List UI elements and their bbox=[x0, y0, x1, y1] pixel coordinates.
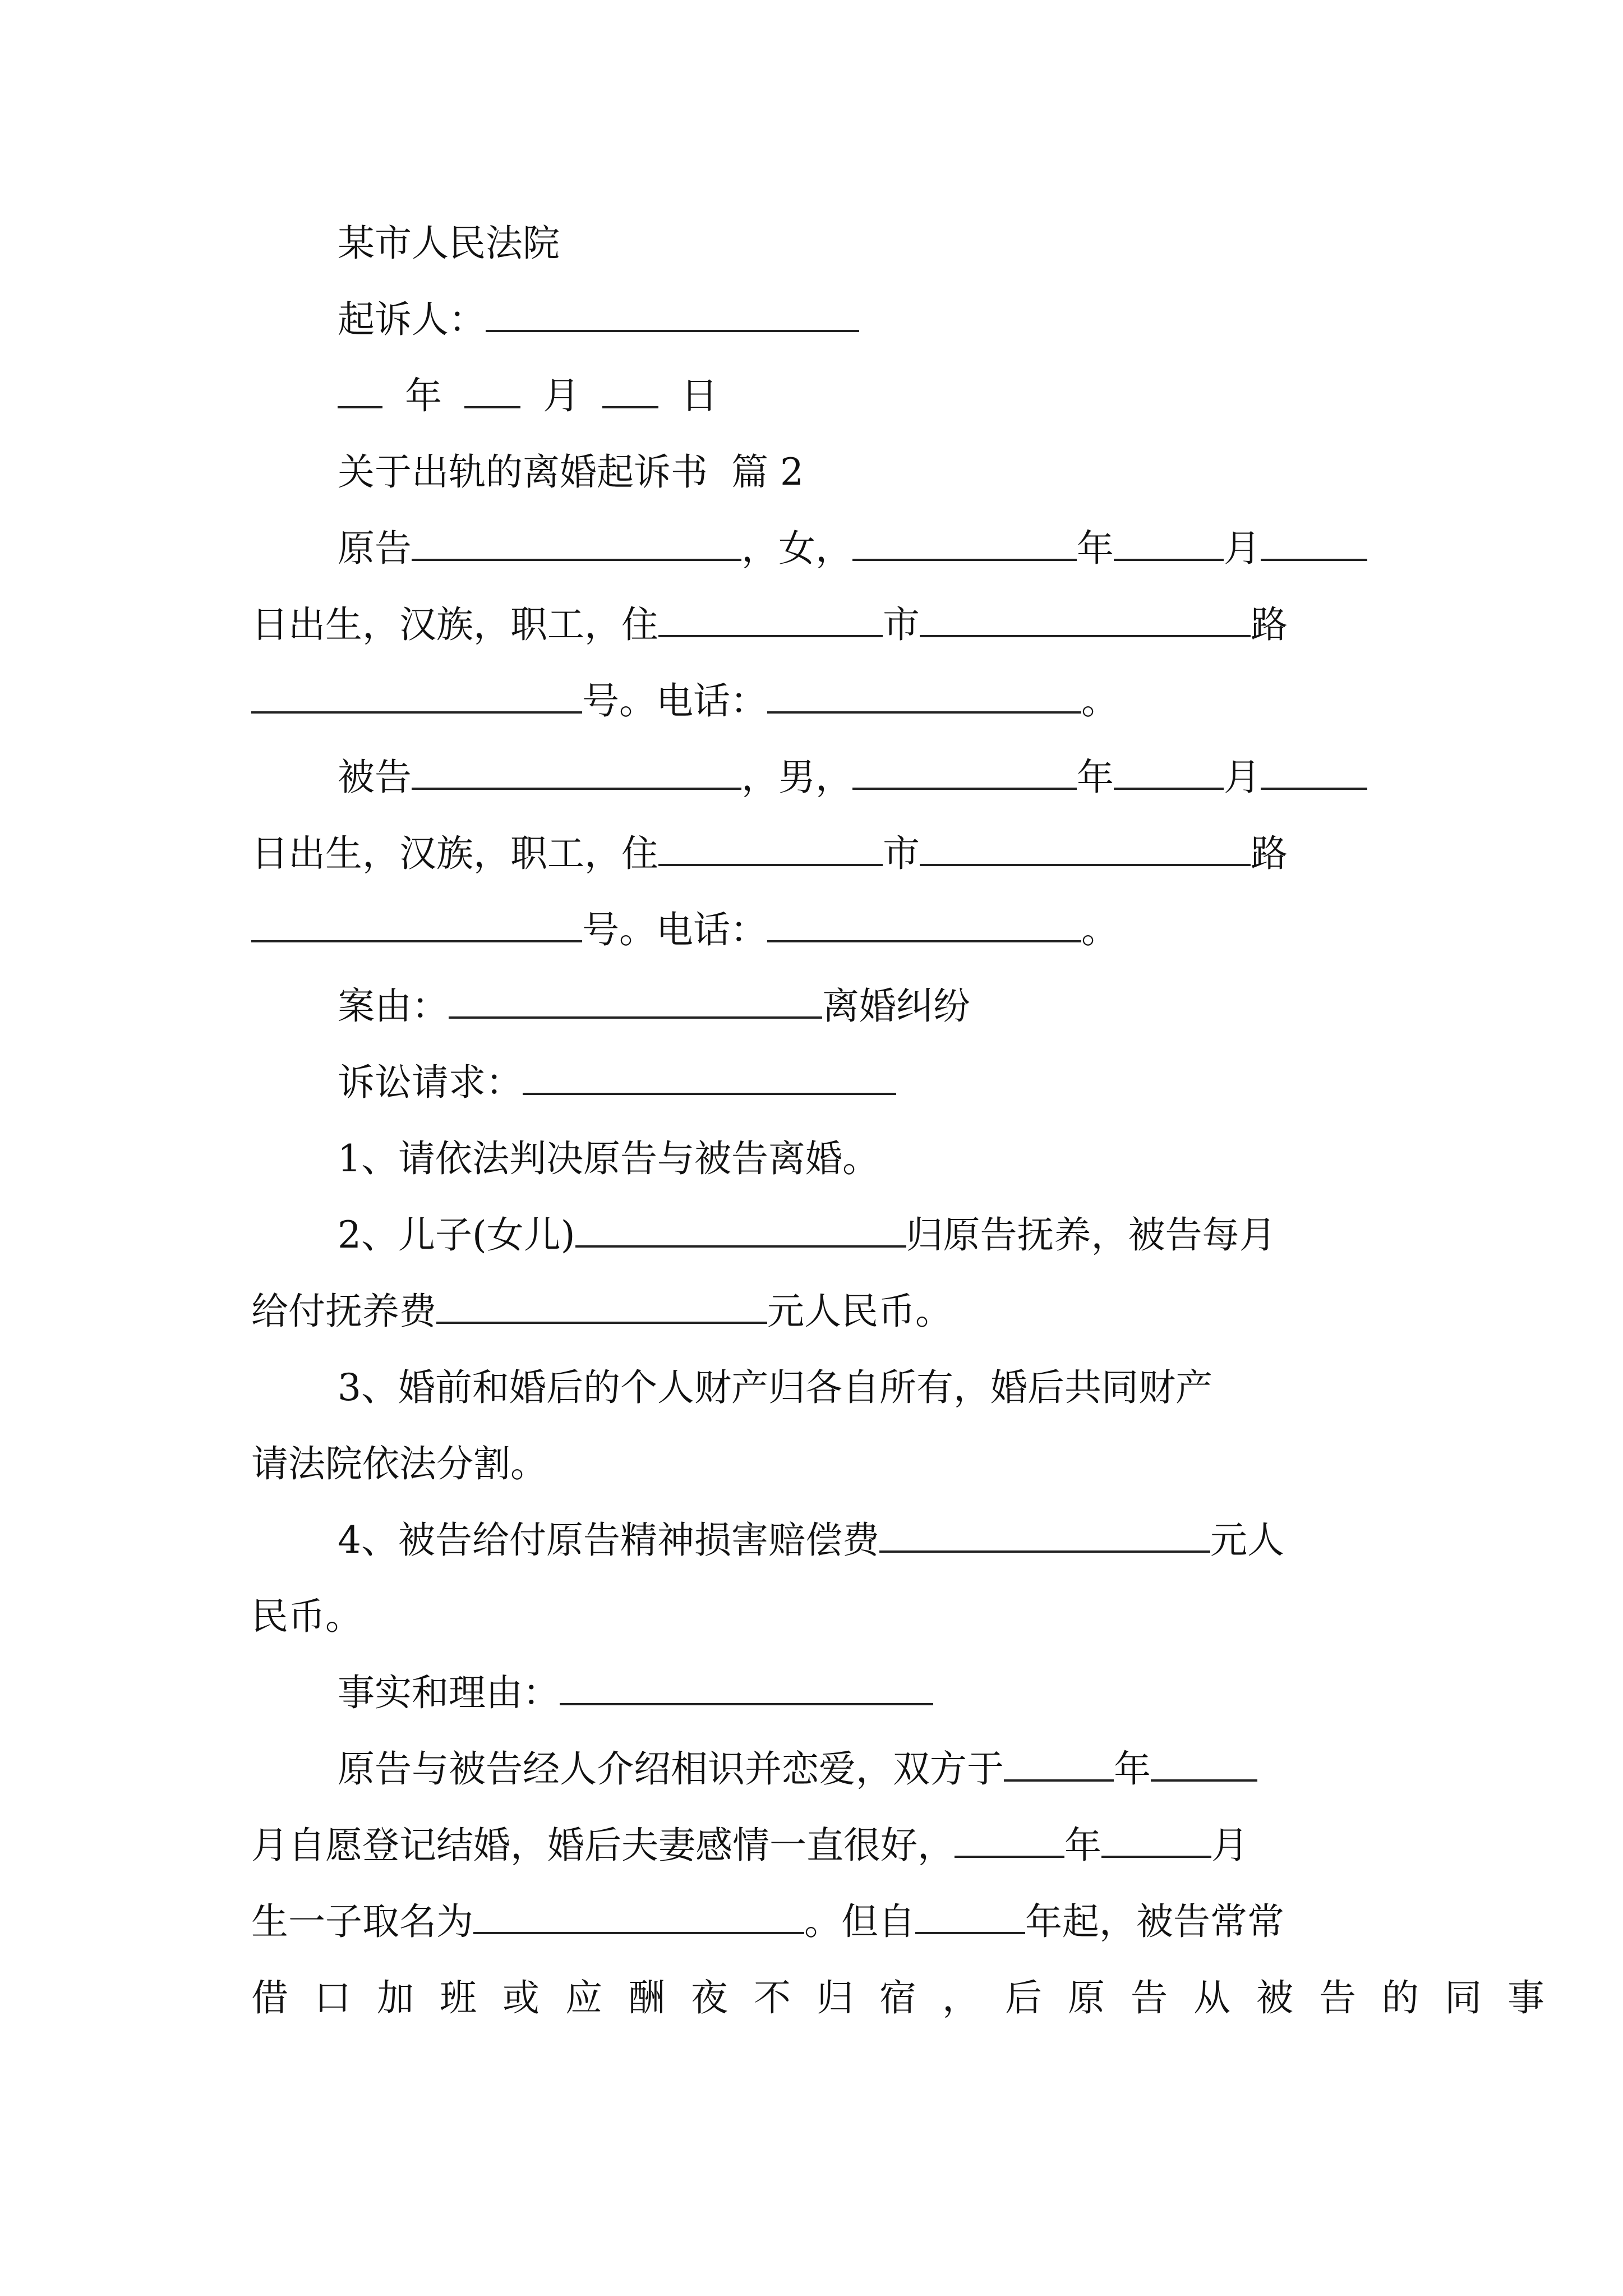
facts-text-1: 原告与被告经人介绍相识并恋爱，双方于 bbox=[338, 1747, 1004, 1791]
plaintiff-year-label: 年 bbox=[1077, 527, 1114, 570]
claim-2-line-2 bbox=[251, 1280, 1390, 1343]
defendant-city-label: 市 bbox=[883, 832, 920, 875]
defendant-city-blank bbox=[658, 831, 883, 866]
plaintiff-birth-text: 日出生，汉族，职工，住 bbox=[251, 603, 658, 646]
defendant-line-2 bbox=[251, 822, 1390, 885]
facts-month-label: 月 bbox=[1211, 1824, 1248, 1867]
plaintiff-gender: ，女， bbox=[741, 527, 852, 570]
plaintiff-phone-label: 号。电话： bbox=[582, 679, 767, 723]
claim-1-line bbox=[338, 1128, 1390, 1190]
claim-4-text: 4、被告给付原告精神损害赔偿费 bbox=[338, 1519, 879, 1562]
date-year-blank bbox=[338, 374, 382, 408]
claim-4-amount-blank bbox=[879, 1518, 1210, 1553]
plaintiff-end: 。 bbox=[1081, 679, 1118, 723]
plaintiff-month-blank bbox=[1114, 526, 1224, 561]
plaintiff-city-label: 市 bbox=[883, 603, 920, 646]
defendant-road-label: 路 bbox=[1251, 832, 1288, 875]
date-line bbox=[338, 365, 1390, 427]
date-month-label: 月 bbox=[543, 374, 580, 417]
facts-marriage-year-blank bbox=[1004, 1747, 1114, 1782]
defendant-road-blank bbox=[920, 831, 1251, 866]
defendant-name-blank bbox=[412, 755, 741, 790]
case-reason-label: 案由： bbox=[338, 984, 449, 1028]
case-reason-line bbox=[338, 975, 1390, 1038]
signature-label: 起诉人： bbox=[338, 298, 486, 341]
facts-line-1 bbox=[338, 1738, 1390, 1801]
facts-child-name-blank bbox=[473, 1899, 804, 1934]
defendant-year-blank bbox=[852, 755, 1077, 790]
court-name: 某市人民法院 bbox=[338, 222, 560, 265]
date-day-blank bbox=[602, 374, 658, 408]
plaintiff-day-blank bbox=[1261, 526, 1367, 561]
date-year-label: 年 bbox=[405, 374, 442, 417]
section-title: 关于出轨的离婚起诉书 篇 2 bbox=[338, 450, 804, 494]
facts-marriage-month-blank bbox=[1151, 1747, 1257, 1782]
claim-3-line-1 bbox=[338, 1356, 1390, 1419]
claim-4-line-2 bbox=[251, 1585, 1390, 1648]
plaintiff-phone-blank bbox=[767, 679, 1081, 714]
facts-text-3: 生一子取名为 bbox=[251, 1900, 473, 1943]
facts-since-year-blank bbox=[915, 1899, 1025, 1934]
defendant-label: 被告 bbox=[338, 756, 412, 799]
facts-text-2: 月自愿登记结婚，婚后夫妻感情一直很好， bbox=[251, 1824, 955, 1867]
claim-4-unit-end: 民币。 bbox=[251, 1595, 362, 1638]
defendant-line-1 bbox=[338, 746, 1390, 809]
plaintiff-road-label: 路 bbox=[1251, 603, 1288, 646]
facts-line-2 bbox=[251, 1814, 1390, 1877]
defendant-day-blank bbox=[1261, 755, 1367, 790]
facts-text-5: 年起，被告常常 bbox=[1025, 1900, 1284, 1943]
signature-line bbox=[338, 288, 1390, 351]
plaintiff-label: 原告 bbox=[338, 527, 412, 570]
claim-3-line-2 bbox=[251, 1433, 1390, 1496]
claims-heading-line bbox=[338, 1051, 1390, 1114]
date-day-label: 日 bbox=[681, 374, 718, 417]
plaintiff-road-blank bbox=[920, 602, 1251, 637]
case-reason-value: 离婚纠纷 bbox=[822, 984, 970, 1028]
plaintiff-number-blank bbox=[251, 679, 582, 714]
facts-blank bbox=[560, 1671, 933, 1705]
defendant-year-label: 年 bbox=[1077, 756, 1114, 799]
defendant-phone-label: 号。电话： bbox=[582, 908, 767, 951]
defendant-number-blank bbox=[251, 908, 582, 942]
claims-blank bbox=[523, 1060, 896, 1095]
plaintiff-year-blank bbox=[852, 526, 1077, 561]
defendant-birth-text: 日出生，汉族，职工，住 bbox=[251, 832, 658, 875]
claim-2-unit: 元人民币。 bbox=[767, 1290, 952, 1333]
facts-heading-line bbox=[338, 1662, 1390, 1724]
claim-1: 1、请依法判决原告与被告离婚。 bbox=[338, 1137, 879, 1180]
case-reason-blank bbox=[449, 984, 822, 1019]
facts-year-label-2: 年 bbox=[1064, 1824, 1101, 1867]
claim-2-fee-label: 给付抚养费 bbox=[251, 1290, 436, 1333]
claims-label: 诉讼请求： bbox=[338, 1061, 523, 1104]
plaintiff-name-blank bbox=[412, 526, 741, 561]
plaintiff-line-3 bbox=[251, 670, 1390, 733]
claim-2-child-blank bbox=[575, 1213, 906, 1248]
defendant-month-label: 月 bbox=[1224, 756, 1261, 799]
facts-text-6: 借口加班或应酬夜不归宿，后原告从被告的同事 bbox=[251, 1976, 1570, 2019]
claim-2-prefix: 2、儿子(女儿) bbox=[338, 1213, 575, 1257]
claim-3-text-1: 3、婚前和婚后的个人财产归各自所有，婚后共同财产 bbox=[338, 1366, 1212, 1409]
facts-line-4 bbox=[251, 1967, 1570, 2030]
claim-2-fee-blank bbox=[436, 1289, 767, 1324]
claim-4-line-1 bbox=[338, 1509, 1390, 1572]
facts-year-label-1: 年 bbox=[1114, 1747, 1151, 1791]
plaintiff-line-2 bbox=[251, 593, 1390, 656]
plaintiff-line-1 bbox=[338, 517, 1390, 580]
facts-label: 事实和理由： bbox=[338, 1671, 560, 1714]
defendant-phone-blank bbox=[767, 908, 1081, 942]
facts-birth-year-blank bbox=[955, 1823, 1064, 1858]
claim-2-text: 归原告抚养，被告每月 bbox=[906, 1213, 1276, 1257]
plaintiff-city-blank bbox=[658, 602, 883, 637]
section-title-line bbox=[338, 441, 1390, 504]
facts-line-3 bbox=[251, 1890, 1390, 1953]
claim-3-text-2: 请法院依法分割。 bbox=[251, 1442, 547, 1485]
court-name-line bbox=[338, 212, 1390, 275]
date-month-blank bbox=[464, 374, 520, 408]
plaintiff-month-label: 月 bbox=[1224, 527, 1261, 570]
claim-2-line-1 bbox=[338, 1204, 1390, 1267]
facts-birth-month-blank bbox=[1101, 1823, 1211, 1858]
defendant-line-3 bbox=[251, 899, 1390, 961]
signature-blank bbox=[486, 297, 859, 332]
claim-4-unit: 元人 bbox=[1210, 1519, 1284, 1562]
facts-text-4: 。但自 bbox=[804, 1900, 915, 1943]
defendant-gender: ，男， bbox=[741, 756, 852, 799]
defendant-end: 。 bbox=[1081, 908, 1118, 951]
defendant-month-blank bbox=[1114, 755, 1224, 790]
